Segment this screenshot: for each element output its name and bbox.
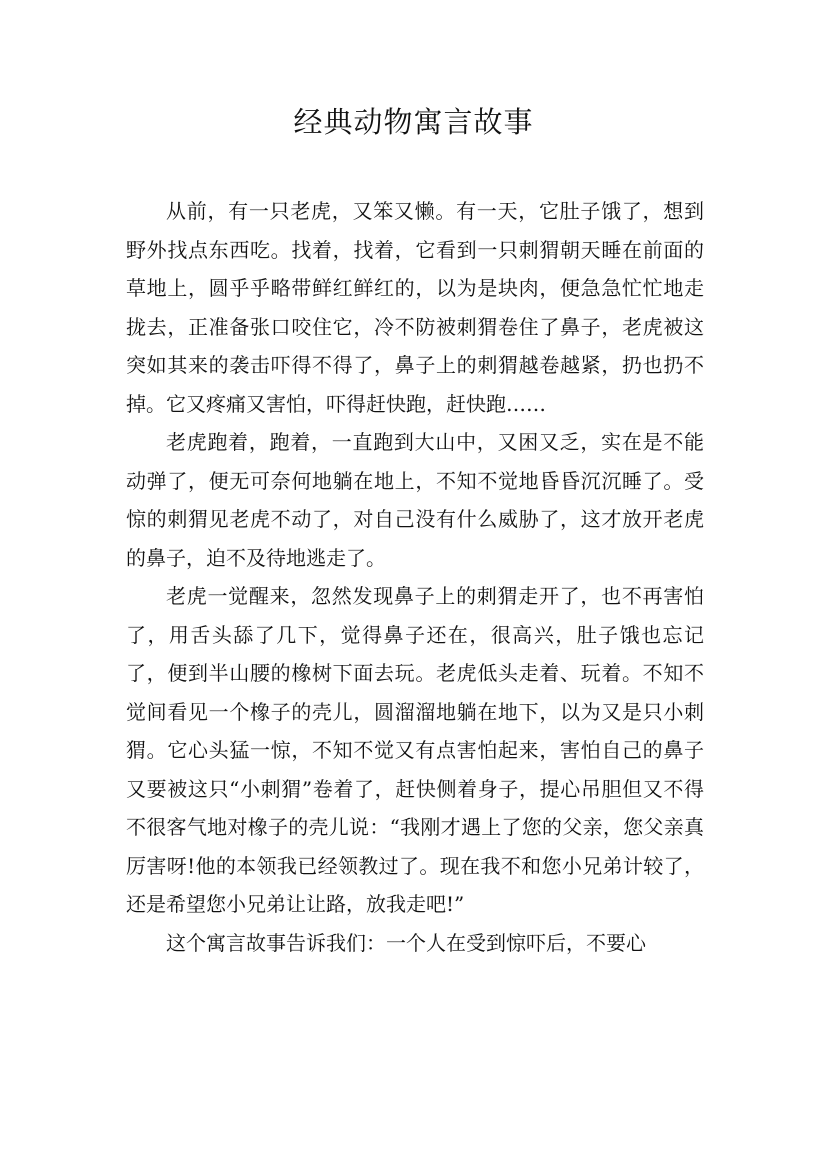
paragraph: 老虎跑着，跑着，一直跑到大山中，又困又乏，实在是不能动弹了，便无可奈何地躺在地上，不知不觉地昏昏沉沉睡了。受惊的刺猬见老虎不动了，对自己没有什么威胁了，这才放开老虎的鼻子，迫不及待地逃走了。 (126, 430, 704, 570)
paragraph: 从前，有一只老虎，又笨又懒。有一天，它肚子饿了，想到野外找点东西吃。找着，找着，它看到一只刺猬朝天睡在前面的草地上，圆乎乎略带鲜红鲜红的，以为是块肉，便急急忙忙地走拢去，正准备张口咬住它，冷不防被刺猬卷住了鼻子，老虎被这突如其来的袭击吓得不得了，鼻子上的刺猬越卷越紧，扔也扔不掉。它又疼痛又害怕，吓得赶快跑，赶快跑…… (126, 199, 704, 416)
document-title: 经典动物寓言故事 (293, 105, 534, 139)
document-body (126, 192, 704, 962)
paragraph: 老虎一觉醒来，忽然发现鼻子上的刺猬走开了，也不再害怕了，用舌头舔了几下，觉得鼻子还在，很高兴，肚子饿也忘记了，便到半山腰的橡树下面去玩。老虎低头走着、玩着。不知不觉间看见一个橡子的壳儿，圆溜溜地躺在地下，以为又是只小刺猬。它心头猛一惊，不知不觉又有点害怕起来，害怕自己的鼻子又要被这只“小刺猬”卷着了，赶快侧着身子，提心吊胆但又不得不很客气地对橡子的壳儿说：“我刚才遇上了您的父亲，您父亲真厉害呀!他的本领我已经领教过了。现在我不和您小兄弟计较了，还是希望您小兄弟让让路，放我走吧!” (126, 584, 704, 916)
paragraph: 这个寓言故事告诉我们：一个人在受到惊吓后，不要心 (166, 930, 646, 955)
